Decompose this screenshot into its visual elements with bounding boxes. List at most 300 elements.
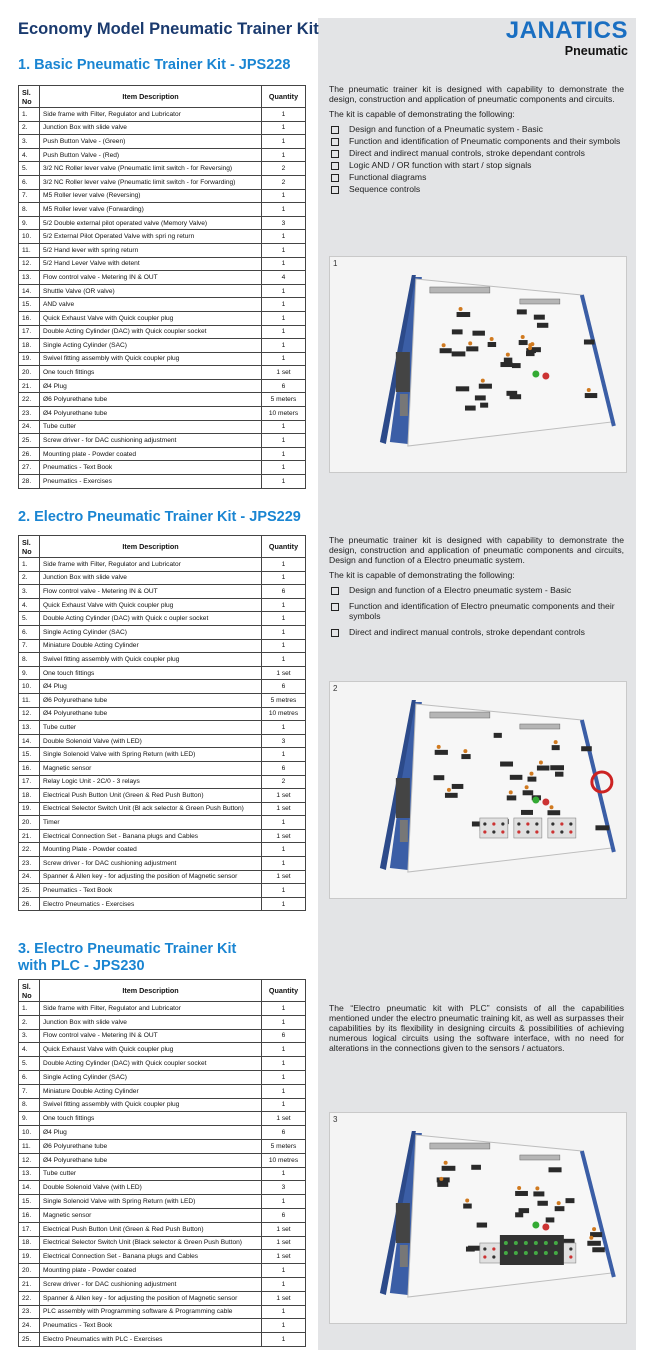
item-description: Push Button Valve - (Green)	[40, 135, 262, 149]
valve	[584, 339, 595, 344]
red-push-button	[542, 799, 549, 806]
item-number: 20.	[19, 366, 40, 380]
item-description: Double Acting Cylinder (DAC) with Quick coupler socket	[40, 325, 262, 339]
item-quantity: 1	[262, 1264, 306, 1278]
item-number: 7.	[19, 639, 40, 653]
banana-socket	[551, 822, 554, 825]
table-row	[19, 843, 306, 857]
item-description: One touch fittings	[40, 366, 262, 380]
valve	[456, 386, 469, 391]
table-row	[19, 189, 306, 203]
table-row	[19, 230, 306, 244]
item-number: 8.	[19, 203, 40, 217]
banana-socket	[560, 830, 563, 833]
plc-io-led	[524, 1241, 528, 1245]
description-paragraph: The “Electro pneumatic kit with PLC” consists of all the capabilities mentioned under the electro pneumatic training kit, as well as surpasses their capabilities by its flexibility in designing circuits & possibilities of achieving numerous logical circuits using the software interface, with no need for alterations in the connections given to the sensors / actuators.	[329, 1003, 624, 1053]
table-row	[19, 1305, 306, 1319]
item-quantity: 1 set	[262, 802, 306, 816]
fitting	[535, 1186, 539, 1190]
item-description: Double Solenoid Valve (with LED)	[40, 734, 262, 748]
valve	[549, 1167, 562, 1172]
table-row	[19, 1236, 306, 1250]
item-description: Single Solenoid Valve with Spring Return (with LED)	[40, 1195, 262, 1209]
fitting	[459, 307, 463, 311]
valve	[510, 775, 523, 780]
item-description: Shuttle Valve (OR valve)	[40, 284, 262, 298]
table-row	[19, 108, 306, 122]
item-number: 14.	[19, 284, 40, 298]
section-3-title-line-2: with PLC - JPS230	[18, 958, 145, 974]
item-quantity: 1	[262, 121, 306, 135]
capability-item: Direct and indirect manual controls, stroke dependant controls	[329, 627, 624, 637]
banana-socket	[483, 1255, 486, 1258]
item-description: Magnetic sensor	[40, 1208, 262, 1222]
item-description: Miniature Double Acting Cylinder	[40, 639, 262, 653]
capability-list	[329, 585, 624, 637]
valve	[434, 775, 445, 780]
banana-socket	[483, 822, 486, 825]
item-description: Screw driver - for DAC cushioning adjustment	[40, 857, 262, 871]
item-quantity: 1	[262, 748, 306, 762]
item-quantity: 3	[262, 734, 306, 748]
table-row	[19, 1333, 306, 1347]
valve	[466, 346, 478, 351]
item-number: 12.	[19, 257, 40, 271]
item-number: 19.	[19, 352, 40, 366]
table-row	[19, 1195, 306, 1209]
item-quantity: 1	[262, 612, 306, 626]
table-row	[19, 775, 306, 789]
table-row	[19, 447, 306, 461]
item-number: 5.	[19, 1057, 40, 1071]
table-row	[19, 162, 306, 176]
item-number: 22.	[19, 393, 40, 407]
item-description: 3/2 NC Roller lever valve (Pneumatic limit switch - for Forwarding)	[40, 175, 262, 189]
item-quantity: 1	[262, 897, 306, 911]
table-row	[19, 257, 306, 271]
capability-item: Design and function of a Electro pneumatic system - Basic	[329, 585, 624, 595]
valve	[595, 825, 609, 830]
item-description: PLC assembly with Programming software & Programming cable	[40, 1305, 262, 1319]
table-row	[19, 870, 306, 884]
banana-socket	[569, 1247, 572, 1250]
item-number: 2.	[19, 571, 40, 585]
item-quantity: 1	[262, 108, 306, 122]
item-number: 22.	[19, 1291, 40, 1305]
electrical-unit	[548, 818, 576, 838]
section-3-items-table	[18, 979, 306, 1347]
item-quantity: 1	[262, 230, 306, 244]
item-quantity: 6	[262, 1029, 306, 1043]
fitting	[525, 785, 529, 789]
column-header-no: Sl. No	[19, 536, 40, 558]
cylinder	[520, 724, 560, 729]
valve	[452, 351, 466, 356]
plc-io-led	[544, 1241, 548, 1245]
cylinder	[430, 287, 490, 293]
item-description: M5 Roller lever valve (Reversing)	[40, 189, 262, 203]
fitting	[528, 346, 532, 350]
item-number: 1.	[19, 558, 40, 572]
item-description: Quick Exhaust Valve with Quick coupler plug	[40, 598, 262, 612]
fitting	[592, 1227, 596, 1231]
item-description: One touch fittings	[40, 1112, 262, 1126]
item-number: 6.	[19, 1070, 40, 1084]
item-description: Screw driver - for DAC cushioning adjustment	[40, 1277, 262, 1291]
banana-socket	[535, 830, 538, 833]
table-row	[19, 585, 306, 599]
banana-socket	[526, 830, 529, 833]
item-quantity: 1 set	[262, 666, 306, 680]
valve	[494, 733, 502, 738]
valve	[555, 772, 563, 777]
table-row	[19, 216, 306, 230]
table-row	[19, 284, 306, 298]
table-row	[19, 1139, 306, 1153]
item-number: 22.	[19, 843, 40, 857]
valve	[517, 309, 527, 314]
valve	[471, 1165, 481, 1170]
item-quantity: 1	[262, 625, 306, 639]
item-quantity: 6	[262, 1208, 306, 1222]
section-1-product-photo	[329, 256, 627, 473]
fitting	[554, 740, 558, 744]
item-quantity: 1	[262, 148, 306, 162]
item-quantity: 1	[262, 189, 306, 203]
item-quantity: 1	[262, 135, 306, 149]
item-quantity: 5 metres	[262, 693, 306, 707]
item-number: 5.	[19, 612, 40, 626]
item-description: Single Acting Cylinder (SAC)	[40, 1070, 262, 1084]
valve	[547, 810, 560, 815]
item-number: 6.	[19, 175, 40, 189]
item-description: Electrical Selector Switch Unit (Bl ack selector & Green Push Button)	[40, 802, 262, 816]
table-row	[19, 271, 306, 285]
item-quantity: 1	[262, 298, 306, 312]
table-row	[19, 571, 306, 585]
valve	[461, 754, 470, 759]
item-description: Flow control valve - Metering IN & OUT	[40, 1029, 262, 1043]
section-3-product-photo	[329, 1112, 627, 1324]
item-quantity: 1	[262, 1043, 306, 1057]
item-description: Pneumatics - Exercises	[40, 475, 262, 489]
fitting	[509, 790, 513, 794]
section-3-title-line-1: 3. Electro Pneumatic Trainer Kit	[18, 941, 237, 957]
item-description: Quick Exhaust Valve with Quick coupler plug	[40, 1043, 262, 1057]
valve	[521, 810, 533, 815]
table-row	[19, 1208, 306, 1222]
capability-item: Direct and indirect manual controls, stroke dependant controls	[329, 148, 624, 158]
item-number: 27.	[19, 461, 40, 475]
table-row	[19, 693, 306, 707]
item-quantity: 1	[262, 558, 306, 572]
item-number: 19.	[19, 802, 40, 816]
item-description: Single Acting Cylinder (SAC)	[40, 339, 262, 353]
trainer-kit-illustration	[330, 257, 626, 472]
valve	[512, 363, 521, 368]
item-description: AND valve	[40, 298, 262, 312]
item-number: 4.	[19, 1043, 40, 1057]
valve	[523, 790, 534, 795]
valve	[515, 1212, 523, 1217]
item-number: 10.	[19, 1126, 40, 1140]
item-number: 16.	[19, 311, 40, 325]
banana-socket	[492, 1247, 495, 1250]
cylinder	[430, 712, 490, 718]
banana-socket	[560, 822, 563, 825]
description-paragraph: The pneumatic trainer kit is designed with capability to demonstrate the design, construction and application of pneumatic components and circuits.	[329, 84, 624, 104]
item-description: Double Solenoid Valve (with LED)	[40, 1181, 262, 1195]
item-quantity: 1	[262, 571, 306, 585]
table-row	[19, 1181, 306, 1195]
item-description: Tube cutter	[40, 721, 262, 735]
item-description: Electro Pneumatics with PLC - Exercises	[40, 1333, 262, 1347]
item-quantity: 1	[262, 1098, 306, 1112]
item-quantity: 1	[262, 1002, 306, 1016]
item-description: Mounting plate - Powder coated	[40, 1264, 262, 1278]
table-row	[19, 1043, 306, 1057]
table-row	[19, 802, 306, 816]
item-quantity: 1 set	[262, 1222, 306, 1236]
item-quantity: 10 metres	[262, 1153, 306, 1167]
item-number: 8.	[19, 1098, 40, 1112]
item-quantity: 1 set	[262, 829, 306, 843]
item-number: 7.	[19, 189, 40, 203]
item-number: 26.	[19, 447, 40, 461]
banana-socket	[483, 1247, 486, 1250]
valve	[533, 1191, 544, 1196]
fitting	[557, 1201, 561, 1205]
table-row	[19, 325, 306, 339]
valve	[581, 746, 592, 751]
description-paragraph: The kit is capable of demonstrating the following:	[329, 570, 515, 580]
valve	[534, 315, 545, 320]
item-quantity: 1 set	[262, 1291, 306, 1305]
valve	[477, 1223, 487, 1228]
table-row	[19, 1070, 306, 1084]
banana-socket	[492, 830, 495, 833]
frl-unit	[396, 1203, 410, 1243]
item-number: 7.	[19, 1084, 40, 1098]
banana-socket	[569, 822, 572, 825]
table-row	[19, 829, 306, 843]
item-quantity: 1	[262, 339, 306, 353]
item-description: Flow control valve - Metering IN & OUT	[40, 271, 262, 285]
item-quantity: 1	[262, 325, 306, 339]
fitting	[490, 337, 494, 341]
item-quantity: 1 set	[262, 1112, 306, 1126]
item-quantity: 1	[262, 816, 306, 830]
valve	[437, 1177, 450, 1182]
item-number: 10.	[19, 680, 40, 694]
item-number: 23.	[19, 1305, 40, 1319]
item-number: 18.	[19, 339, 40, 353]
table-row	[19, 475, 306, 489]
item-number: 17.	[19, 775, 40, 789]
valve	[437, 1182, 448, 1187]
item-number: 1.	[19, 1002, 40, 1016]
valve	[479, 384, 492, 389]
column-header-desc: Item Description	[40, 980, 262, 1002]
valve	[585, 393, 597, 398]
item-number: 12.	[19, 1153, 40, 1167]
banana-socket	[483, 830, 486, 833]
item-description: 5/2 Hand Lever Valve with detent	[40, 257, 262, 271]
photo-1-number: 1	[333, 259, 338, 268]
item-description: Electro Pneumatics - Exercises	[40, 897, 262, 911]
table-row	[19, 653, 306, 667]
item-quantity: 1	[262, 1070, 306, 1084]
item-description: Ø6 Polyurethane tube	[40, 1139, 262, 1153]
table-row	[19, 680, 306, 694]
item-number: 20.	[19, 1264, 40, 1278]
item-quantity: 1 set	[262, 1250, 306, 1264]
plc-io-led	[504, 1251, 508, 1255]
table-row	[19, 666, 306, 680]
frl-bowl	[400, 394, 408, 416]
column-header-qty: Quantity	[262, 980, 306, 1002]
banana-socket	[517, 830, 520, 833]
banana-socket	[551, 830, 554, 833]
description-paragraph: The kit is capable of demonstrating the following:	[329, 109, 515, 119]
item-number: 3.	[19, 585, 40, 599]
table-row	[19, 420, 306, 434]
item-quantity: 1	[262, 257, 306, 271]
table-row	[19, 748, 306, 762]
item-number: 15.	[19, 1195, 40, 1209]
green-push-button	[532, 1222, 539, 1229]
table-row	[19, 761, 306, 775]
item-quantity: 1	[262, 1333, 306, 1347]
item-description: M5 Roller lever valve (Forwarding)	[40, 203, 262, 217]
item-number: 21.	[19, 379, 40, 393]
item-description: Double Acting Cylinder (DAC) with Quick c oupler socket	[40, 612, 262, 626]
item-quantity: 1	[262, 1167, 306, 1181]
table-row	[19, 598, 306, 612]
electrical-unit	[514, 818, 542, 838]
item-number: 2.	[19, 1015, 40, 1029]
item-number: 4.	[19, 598, 40, 612]
capability-item: Function and identification of Electro pneumatic components and their symbols	[329, 601, 624, 621]
valve	[552, 745, 560, 750]
table-row	[19, 816, 306, 830]
valve	[550, 765, 564, 770]
fitting	[587, 388, 591, 392]
item-number: 19.	[19, 1250, 40, 1264]
item-description: Pneumatics - Text Book	[40, 1319, 262, 1333]
item-description: 5/2 Hand lever with spring return	[40, 243, 262, 257]
section-3-description	[329, 1003, 624, 1058]
cylinder	[520, 1155, 560, 1160]
valve	[537, 1201, 547, 1206]
valve	[472, 331, 484, 336]
capability-item: Function and identification of Pneumatic components and their symbols	[329, 136, 624, 146]
item-quantity: 5 meters	[262, 1139, 306, 1153]
valve	[555, 1206, 565, 1211]
item-number: 15.	[19, 748, 40, 762]
frl-bowl	[400, 1245, 408, 1267]
green-push-button	[532, 371, 539, 378]
item-quantity: 1	[262, 843, 306, 857]
fitting	[530, 342, 534, 346]
item-number: 9.	[19, 666, 40, 680]
item-description: Single Solenoid Valve with Spring Return (with LED)	[40, 748, 262, 762]
table-row	[19, 135, 306, 149]
item-number: 9.	[19, 216, 40, 230]
table-row	[19, 734, 306, 748]
item-quantity: 1	[262, 857, 306, 871]
column-header-qty: Quantity	[262, 536, 306, 558]
item-description: Side frame with Filter, Regulator and Lubricator	[40, 108, 262, 122]
item-number: 8.	[19, 653, 40, 667]
item-description: Ø4 Polyurethane tube	[40, 1153, 262, 1167]
item-quantity: 1	[262, 653, 306, 667]
table-row	[19, 1222, 306, 1236]
mounting-plate	[408, 1135, 612, 1297]
capability-item: Sequence controls	[329, 184, 624, 194]
table-row	[19, 407, 306, 421]
valve	[504, 358, 512, 363]
item-number: 21.	[19, 1277, 40, 1291]
table-row	[19, 393, 306, 407]
section-2-description	[329, 535, 624, 643]
plc-io-led	[524, 1251, 528, 1255]
item-description: Spanner & Allen key - for adjusting the position of Magnetic sensor	[40, 1291, 262, 1305]
valve	[515, 1191, 528, 1196]
item-description: Ø4 Plug	[40, 1126, 262, 1140]
fitting	[529, 772, 533, 776]
item-quantity: 1	[262, 475, 306, 489]
item-quantity: 10 meters	[262, 407, 306, 421]
item-quantity: 1 set	[262, 789, 306, 803]
fitting	[447, 788, 451, 792]
item-number: 24.	[19, 1319, 40, 1333]
item-description: Electrical Selector Switch Unit (Black selector & Green Push Button)	[40, 1236, 262, 1250]
banana-socket	[517, 822, 520, 825]
item-number: 5.	[19, 162, 40, 176]
item-number: 14.	[19, 1181, 40, 1195]
table-row	[19, 1112, 306, 1126]
item-quantity: 6	[262, 761, 306, 775]
item-number: 11.	[19, 1139, 40, 1153]
item-number: 4.	[19, 148, 40, 162]
valve	[587, 1241, 601, 1246]
fitting	[517, 1186, 521, 1190]
fitting	[439, 1177, 443, 1181]
item-number: 26.	[19, 897, 40, 911]
item-number: 17.	[19, 1222, 40, 1236]
item-description: Ø4 Plug	[40, 680, 262, 694]
fitting	[481, 379, 485, 383]
valve	[510, 394, 522, 399]
item-quantity: 6	[262, 379, 306, 393]
item-description: Junction Box with slide valve	[40, 121, 262, 135]
item-number: 16.	[19, 1208, 40, 1222]
fitting	[465, 1199, 469, 1203]
item-number: 25.	[19, 434, 40, 448]
table-row	[19, 1291, 306, 1305]
item-number: 21.	[19, 829, 40, 843]
item-quantity: 1	[262, 447, 306, 461]
section-2-items-table	[18, 535, 306, 911]
item-number: 1.	[19, 108, 40, 122]
table-row	[19, 1084, 306, 1098]
plc-io-led	[514, 1241, 518, 1245]
item-quantity: 1	[262, 1057, 306, 1071]
item-quantity: 1	[262, 434, 306, 448]
valve	[442, 1166, 456, 1171]
item-quantity: 1	[262, 1319, 306, 1333]
